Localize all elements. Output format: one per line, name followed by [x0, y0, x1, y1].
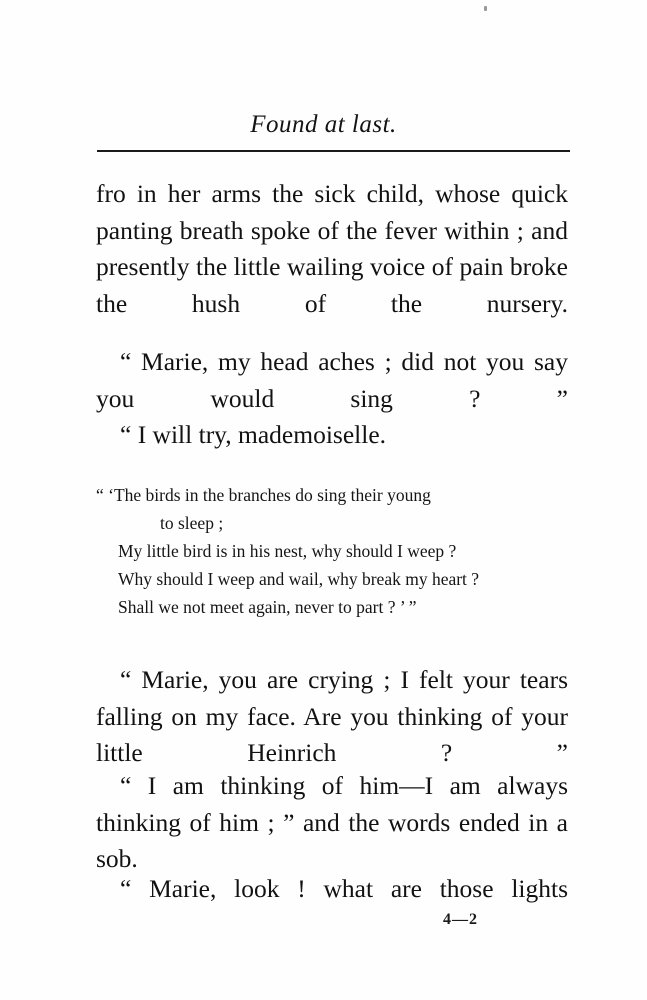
verse-line: My little bird is in his nest, why should I weep ?	[118, 541, 457, 561]
paragraph-crying: “ Marie, you are crying ; I felt your tears falling on my face. Are you thinking of your little Heinrich ? ”	[96, 665, 568, 767]
verse-line: to sleep ;	[160, 513, 224, 533]
paragraph-head-aches: “ Marie, my head aches ; did not you say you would sing ? ”	[96, 347, 568, 413]
running-header: Found at last.	[250, 111, 397, 138]
signature-mark: 4—2	[443, 911, 478, 928]
header-rule	[97, 150, 570, 152]
paragraph-will-try: “ I will try, mademoiselle.	[120, 420, 387, 449]
paragraph-sick-child: fro in her arms the sick child, whose quick panting breath spoke of the fever within ; and presently the little wailing voice of pain broke the hush of the nursery.	[96, 179, 568, 318]
verse-line: Shall we not meet again, never to part ? ’ ”	[118, 597, 417, 617]
song-verse	[96, 481, 576, 621]
paragraph-look: “ Marie, look ! what are those lights	[120, 874, 568, 903]
paragraph-thinking-of-him: “ I am thinking of him—I am always thinking of him ; ” and the words ended in a sob.	[96, 771, 568, 873]
verse-line: “ ‘The birds in the branches do sing their young	[96, 485, 431, 505]
ink-speck	[484, 6, 487, 11]
verse-line: Why should I weep and wail, why break my heart ?	[118, 569, 480, 589]
